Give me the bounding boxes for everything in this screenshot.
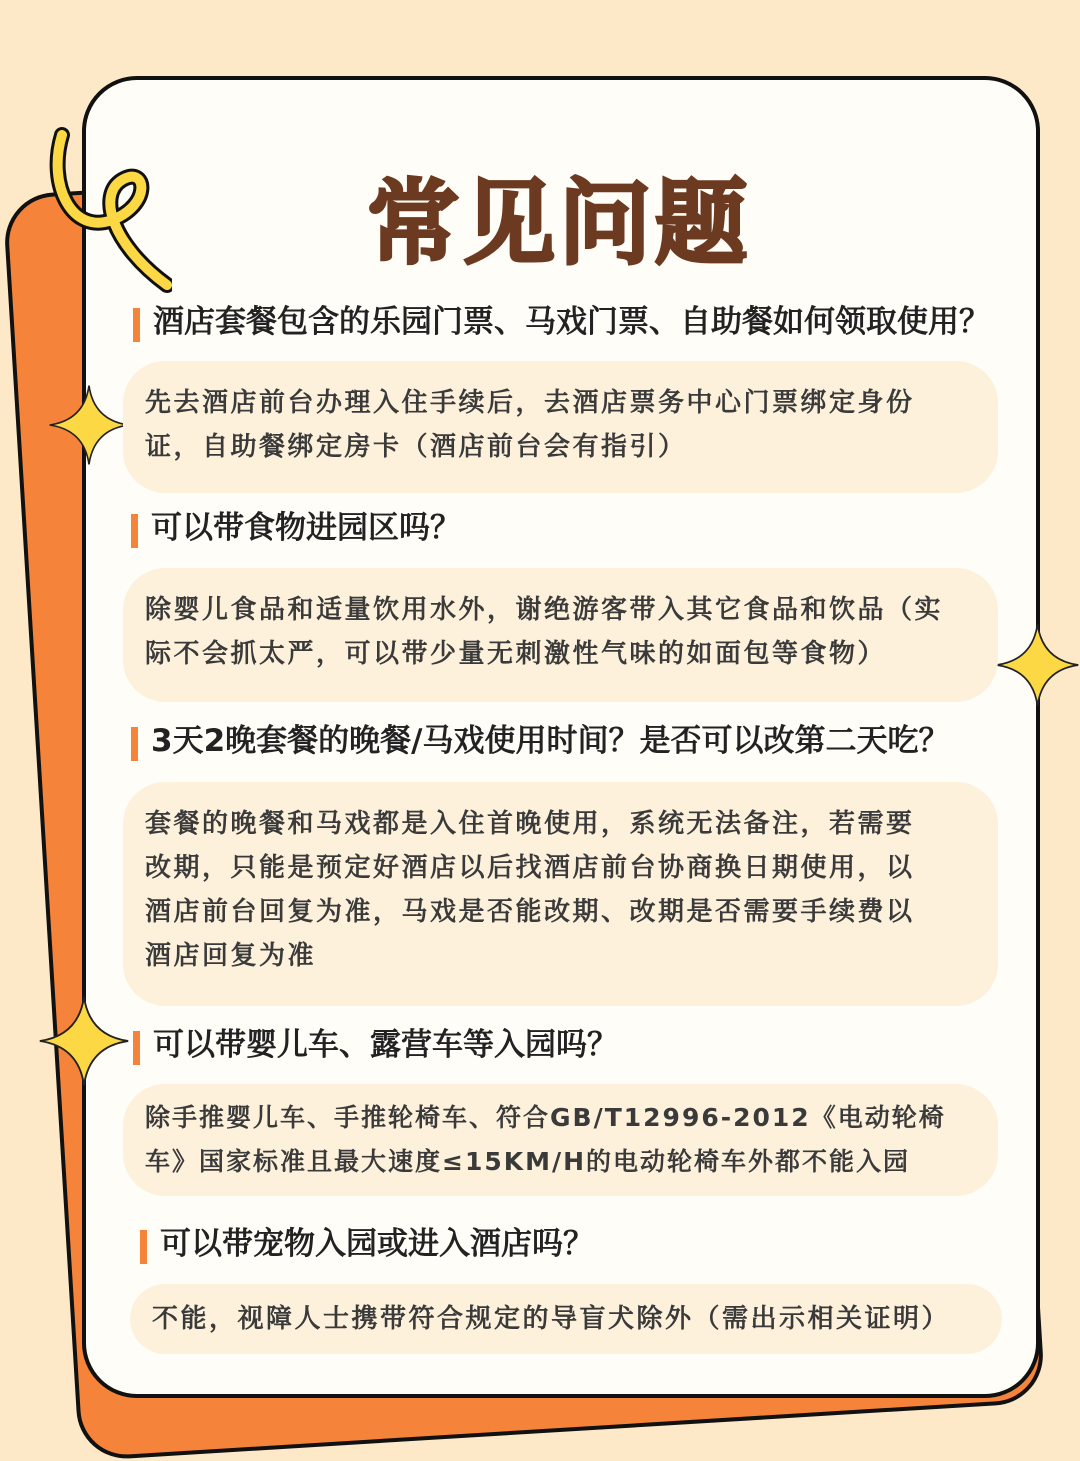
answer-line: 除手推婴儿车、手推轮椅车、符合GB/T12996-2012《电动轮椅 (145, 1103, 946, 1132)
sparkle-star-icon (48, 380, 130, 470)
question-text: 3天2晚套餐的晚餐/马戏使用时间？是否可以改第二天吃？ (151, 723, 950, 759)
answer-line: 证，自助餐绑定房卡（酒店前台会有指引） (145, 432, 687, 462)
question-accent-bar (133, 1031, 140, 1065)
faq-answer (123, 361, 998, 493)
faq-answer (123, 568, 998, 702)
faq-question (133, 300, 990, 344)
answer-line: 际不会抓太严，可以带少量无刺激性气味的如面包等食物） (145, 639, 887, 669)
answer-line: 车》国家标准且最大速度≤15KM/H的电动轮椅车外都不能入园 (145, 1147, 911, 1176)
question-accent-bar (131, 727, 138, 761)
faq-question (131, 719, 949, 763)
page-title: 常见问题 (366, 170, 751, 277)
sparkle-star-icon (995, 620, 1080, 710)
faq-question (133, 1023, 618, 1067)
faq-question (140, 1222, 594, 1266)
answer-line: 先去酒店前台办理入住手续后，去酒店票务中心门票绑定身份 (145, 388, 915, 418)
answer-line: 酒店前台回复为准，马戏是否能改期、改期是否需要手续费以 (145, 897, 915, 927)
question-accent-bar (140, 1230, 147, 1264)
question-text: 可以带宠物入园或进入酒店吗？ (160, 1226, 594, 1262)
faq-answer (123, 1084, 998, 1196)
question-text: 可以带婴儿车、露营车等入园吗？ (153, 1027, 618, 1063)
answer-line: 除婴儿食品和适量饮用水外，谢绝游客带入其它食品和饮品（实 (145, 595, 944, 625)
answer-line: 套餐的晚餐和马戏都是入住首晚使用，系统无法备注，若需要 (145, 809, 915, 839)
question-text: 酒店套餐包含的乐园门票、马戏门票、自助餐如何领取使用？ (153, 304, 990, 340)
faq-answer (130, 1284, 1002, 1354)
question-accent-bar (131, 514, 138, 548)
question-text: 可以带食物进园区吗？ (151, 510, 461, 546)
answer-line: 酒店回复为准 (145, 941, 317, 971)
faq-answer (123, 782, 998, 1006)
answer-line: 不能，视障人士携带符合规定的导盲犬除外（需出示相关证明） (152, 1304, 951, 1334)
question-accent-bar (133, 308, 140, 342)
answer-line: 改期，只能是预定好酒店以后找酒店前台协商换日期使用，以 (145, 853, 915, 883)
faq-question (131, 506, 461, 550)
sparkle-star-icon (38, 995, 130, 1087)
